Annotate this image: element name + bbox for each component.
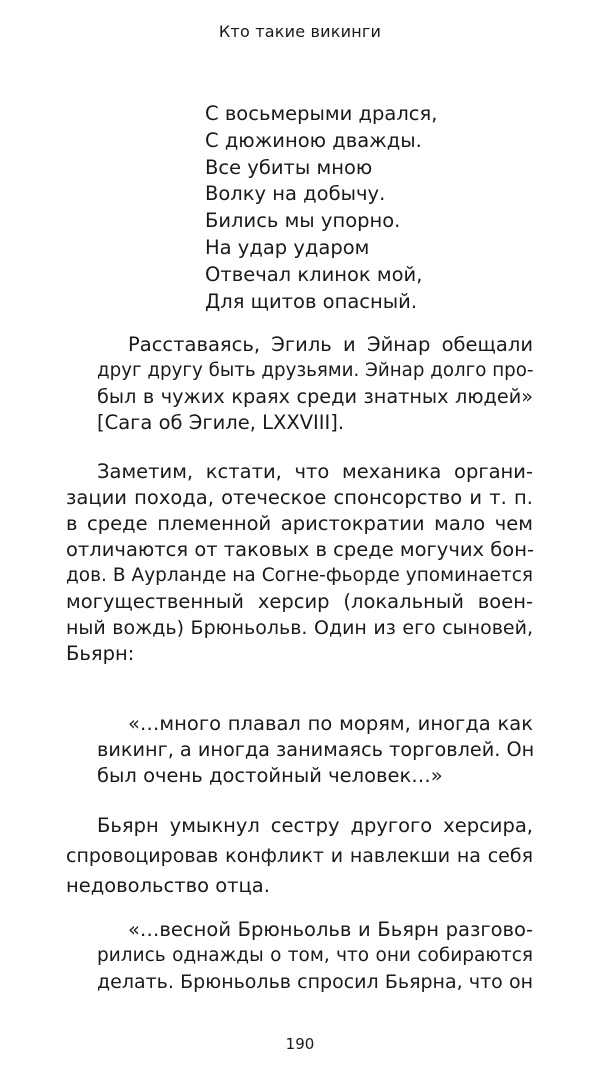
poem-line: С дюжиною дважды. [205,128,422,152]
text-line: делать. Брюньольв спросил Бьярна, что он [97,971,533,993]
text-line: викинг, а иногда занимаясь торговлей. Он [97,738,535,761]
text-line: рились однажды о том, что они собираются [97,945,533,966]
poem-line: Волку на добычу. [205,182,386,206]
poem-line: Отвечал клинок мой, [205,262,423,286]
text-line: отличаются от таковых в среде могучих бон- [66,538,535,561]
text-line: могущественный херсир (локальный воен- [66,590,533,613]
text-line: Расставаясь, Эгиль и Эйнар обещали [128,333,533,356]
poem-stanza [205,101,437,315]
text-line: «…весной Брюньольв и Бьярн разгово- [128,918,533,941]
text-line: в среде племенной аристократии мало чем [66,512,533,535]
text-line: спровоцировав конфликт и навлекши на себя [66,845,533,867]
text-line: был в чужих краях среди знатных людей» [97,385,533,408]
text-line: Бьярн: [66,642,135,665]
poem-line: Для щитов опасный. [205,289,418,313]
poem-line: Бились мы упорно. [205,209,401,233]
text-line: дов. В Аурланде на Согне-фьорде упоминается [66,565,533,586]
poem-line: С восьмерыми дрался, [205,102,438,125]
text-line: «…много плавал по морям, иногда как [128,712,533,735]
page-number: 190 [285,1035,315,1053]
text-line: ный вождь) Брюньольв. Один из его сыновей, [66,617,533,639]
text-line: Бьярн умыкнул сестру другого херсира, [97,814,533,837]
text-line: друг другу быть друзьями. Эйнар долго про- [97,360,534,381]
text-line: зации похода, отеческое спонсорство и т. п. [66,486,533,509]
text-line: недовольство отца. [66,874,270,897]
text-line: Заметим, кстати, что механика органи- [97,460,533,483]
text-line: [Сага об Эгиле, LXXVIII]. [97,411,345,434]
text-line: был очень достойный человек…» [97,764,443,787]
poem-line: На удар ударом [205,235,370,259]
running-header: Кто такие викинги [218,22,382,41]
poem-line: Все убиты мною [205,155,373,179]
